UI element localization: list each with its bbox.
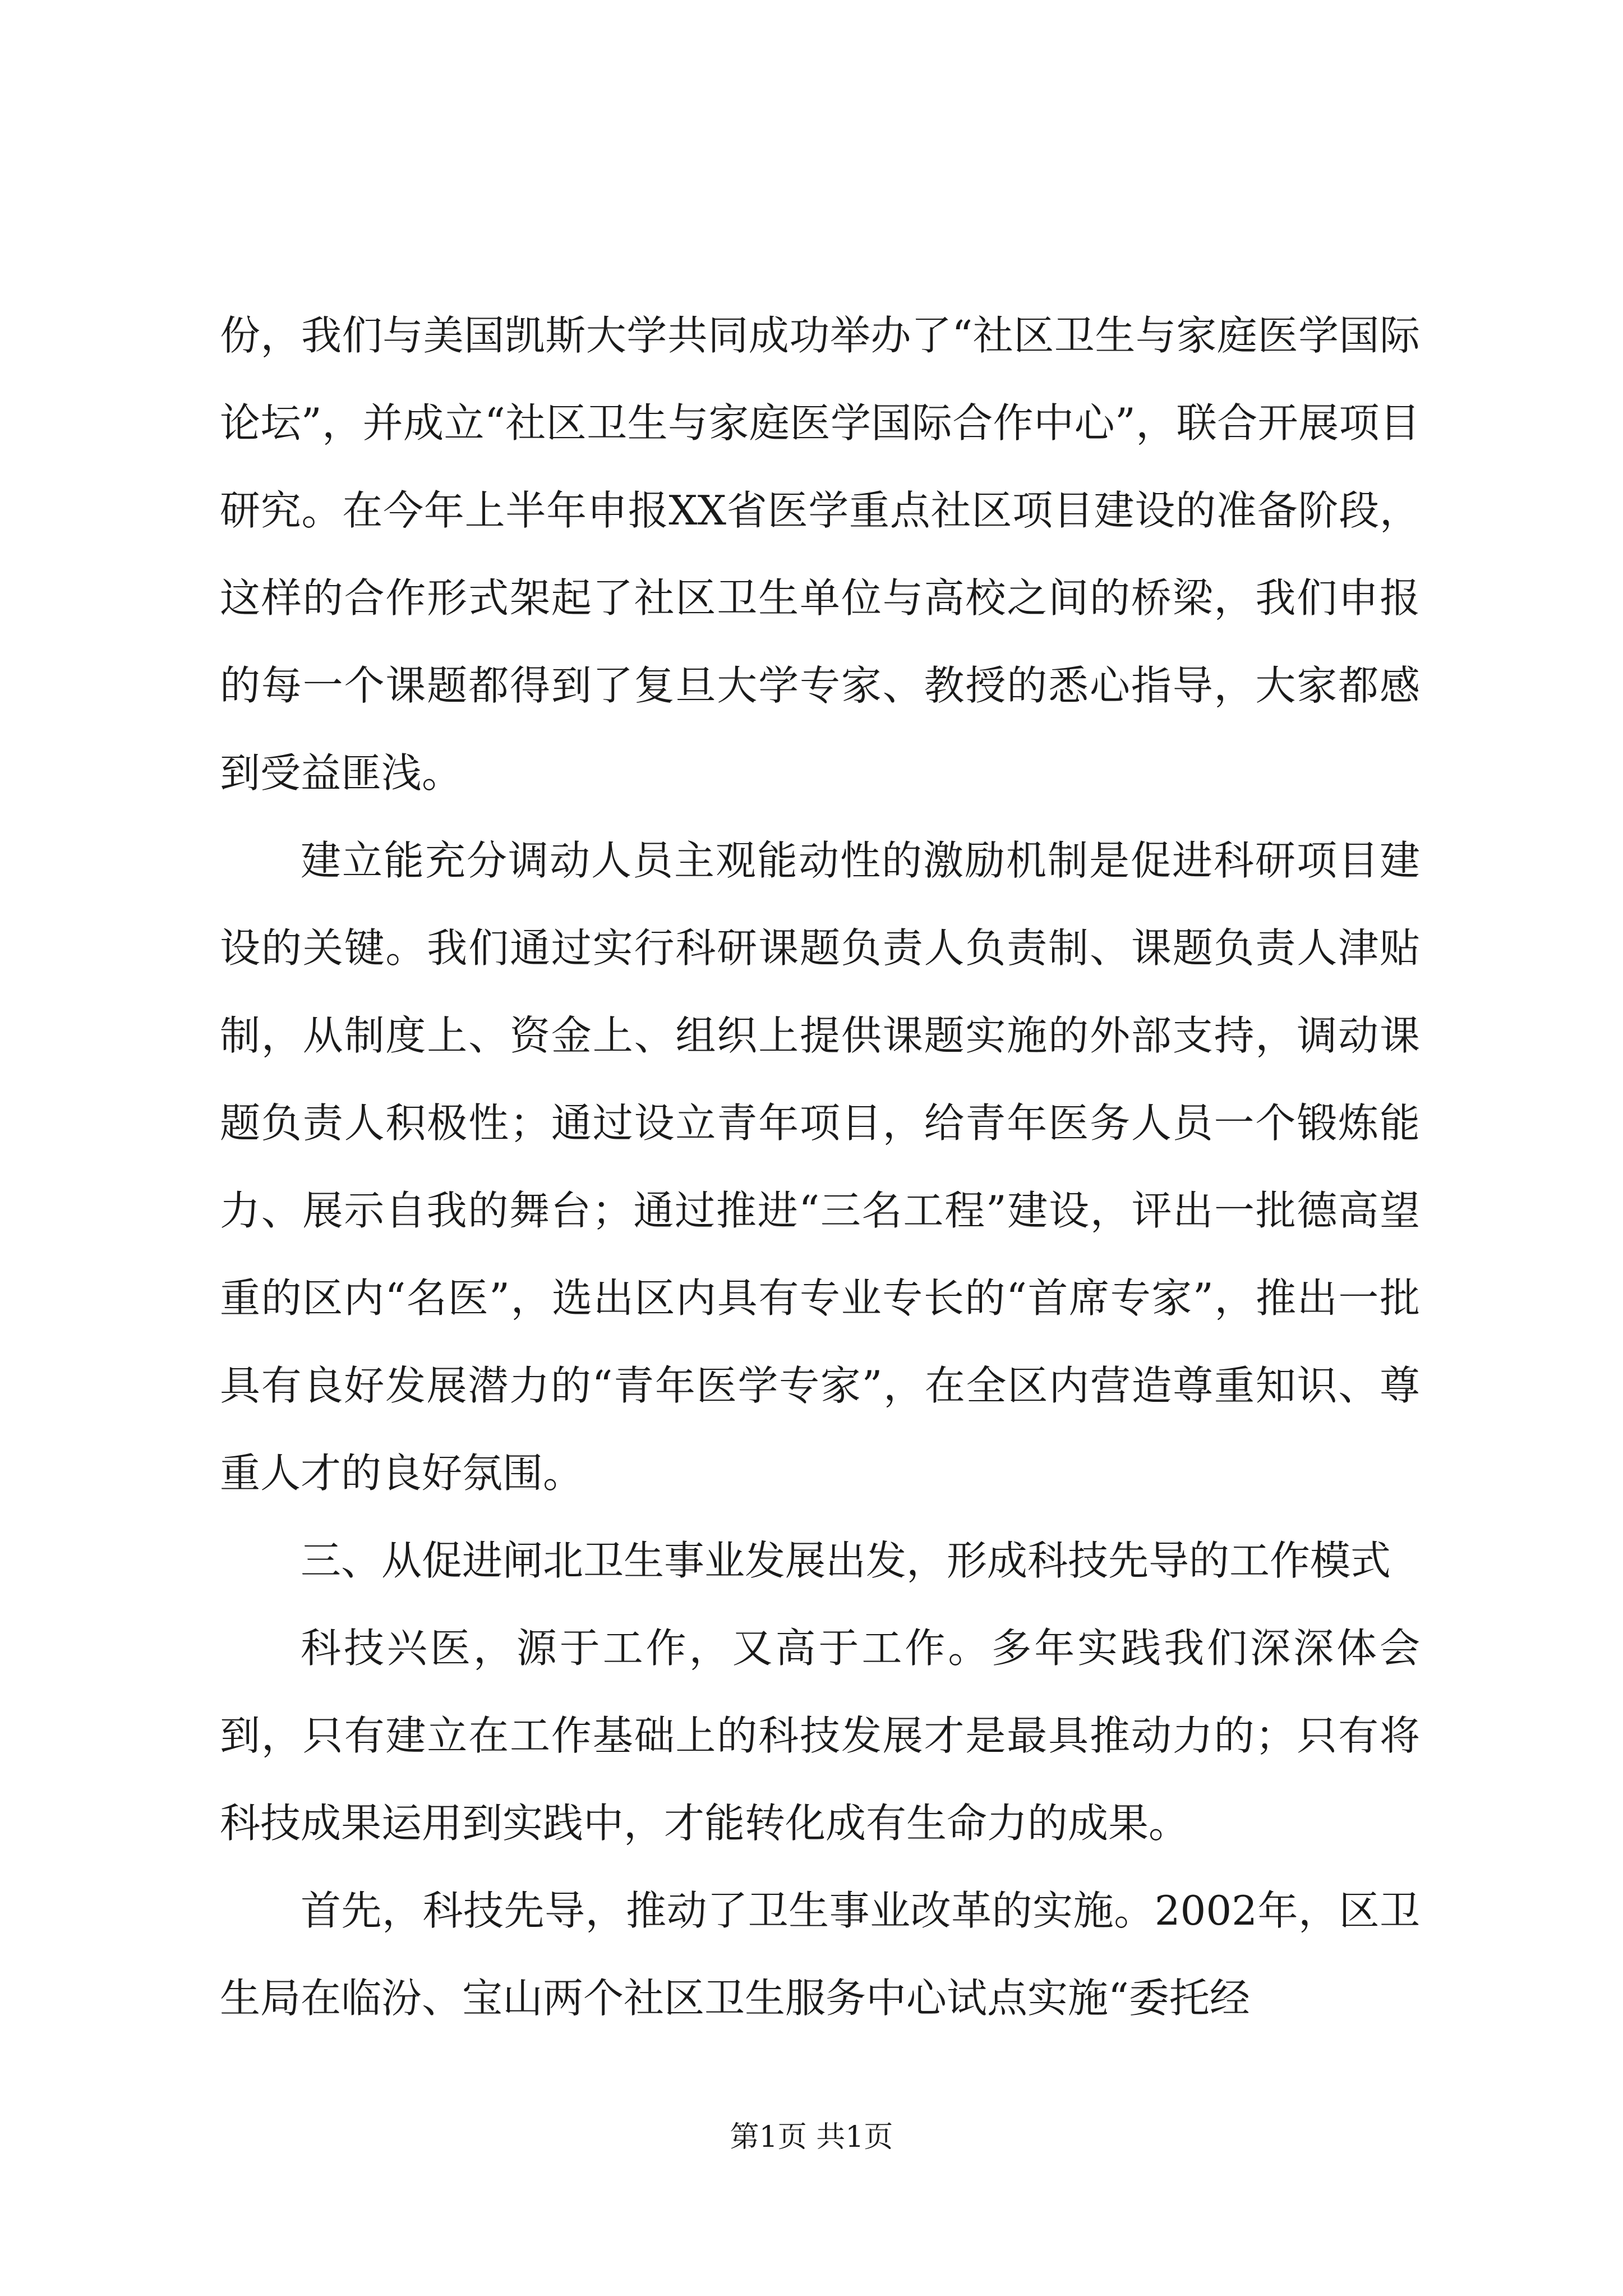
paragraph-2: 建立能充分调动人员主观能动性的激励机制是促进科研项目建设的关键。我们通过实行科研课题负责人负责制、课题负责人津贴制，从制度上、资金上、组织上提供课题实施的外部支持，调动课题负责人积极性；通过设立青年项目，给青年医务人员一个锻炼能力、展示自我的舞台；通过推进“三名工程”建设，评出一批德高望重的区内“名医”，选出区内具有专业专长的“首席专家”，推出一批具有良好发展潜力的“青年医学专家”，在全区内营造尊重知识、尊重人才的良好氛围。 — [220, 837, 1420, 1497]
paragraph-4: 科技兴医，源于工作，又高于工作。多年实践我们深深体会到，只有建立在工作基础上的科技发展才是最具推动力的；只有将科技成果运用到实践中，才能转化成有生命力的成果。 — [220, 1625, 1420, 1847]
paragraph-5: 首先，科技先导，推动了卫生事业改革的实施。2002年，区卫生局在临汾、宝山两个社区卫生服务中心试点实施“委托经 — [220, 1887, 1420, 2022]
section-heading-3: 三、从促进闸北卫生事业发展出发，形成科技先导的工作模式 — [301, 1537, 1391, 1584]
page-footer: 第1页 共1页 — [730, 2120, 893, 2154]
paragraph-1: 份，我们与美国凯斯大学共同成功举办了“社区卫生与家庭医学国际论坛”，并成立“社区卫生与家庭医学国际合作中心”，联合开展项目研究。在今年上半年申报XX省医学重点社区项目建设的准备阶段，这样的合作形式架起了社区卫生单位与高校之间的桥梁，我们申报的每一个课题都得到了复旦大学专家、教授的悉心指导，大家都感到受益匪浅。 — [220, 312, 1420, 797]
document-body — [220, 292, 1420, 2042]
